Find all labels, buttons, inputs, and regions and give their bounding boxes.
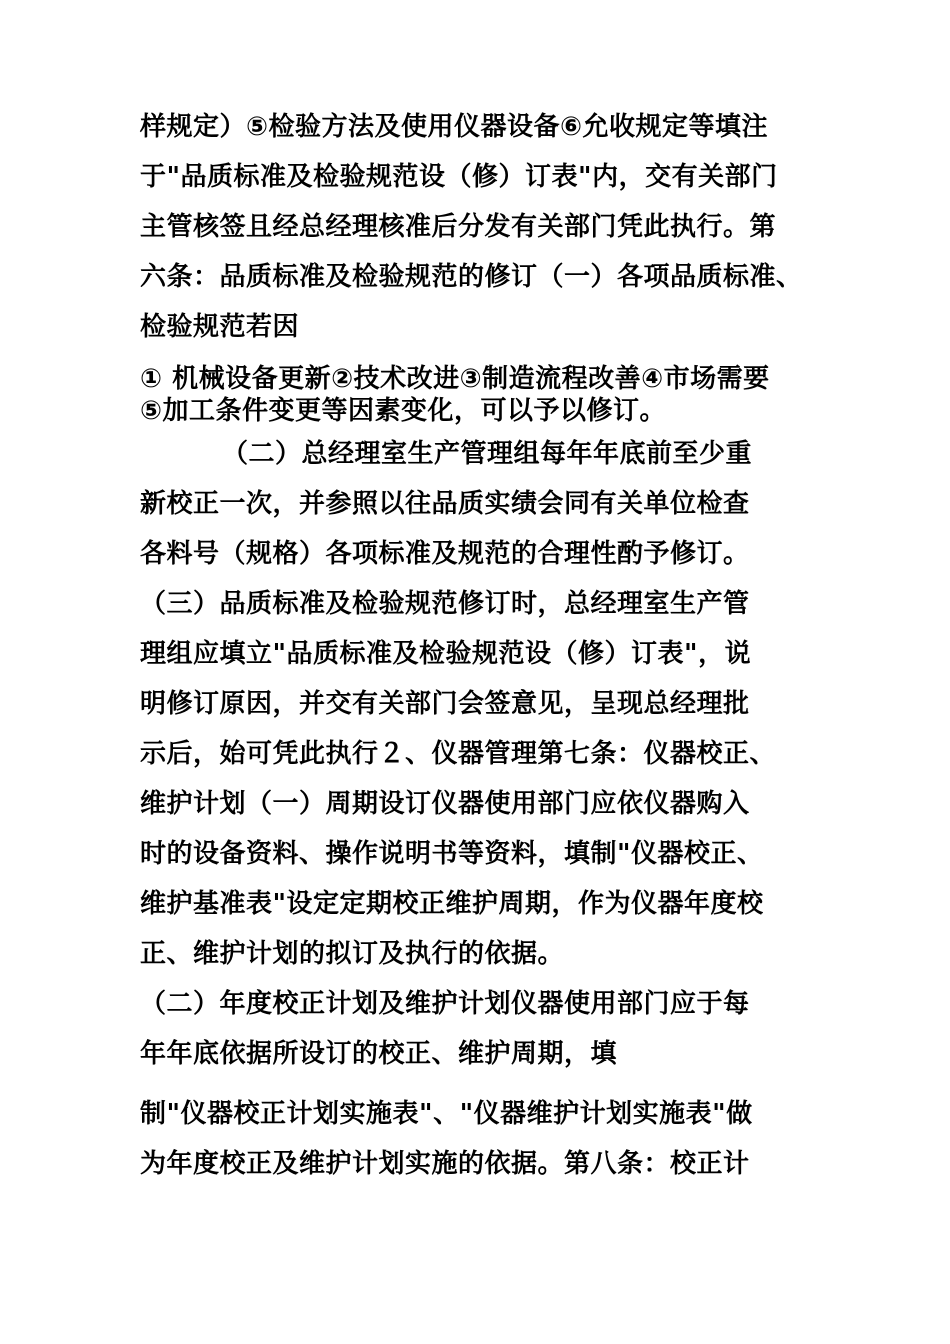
- text-line: 主管核签且经总经理核准后分发有关部门凭此执行。第: [140, 212, 777, 242]
- text-line: 为年度校正及维护计划实施的依据。第八条：校正计: [140, 1149, 750, 1179]
- text-line: 六条：品质标准及检验规范的修订（一）各项品质标准、: [140, 262, 803, 292]
- text-line: 各料号（规格）各项标准及规范的合理性酌予修订。: [140, 539, 750, 569]
- text-line: 时的设备资料、操作说明书等资料，填制"仪器校正、: [140, 839, 764, 869]
- text-line: 正、维护计划的拟订及执行的依据。: [140, 939, 565, 969]
- text-line: ① 机械设备更新②技术改进③制造流程改善④市场需要: [140, 364, 770, 394]
- text-line: 示后，始可凭此执行２、仪器管理第七条：仪器校正、: [140, 739, 777, 769]
- text-line: 维护基准表"设定定期校正维护周期，作为仪器年度校: [140, 889, 764, 919]
- text-line: 样规定）⑤检验方法及使用仪器设备⑥允收规定等填注: [140, 112, 769, 142]
- text-line: 明修订原因，并交有关部门会签意见，呈现总经理批: [140, 689, 750, 719]
- text-line: 于"品质标准及检验规范设（修）订表"内，交有关部门: [140, 162, 778, 192]
- text-line: （二）年度校正计划及维护计划仪器使用部门应于每: [140, 989, 750, 1019]
- text-line: 理组应填立"品质标准及检验规范设（修）订表"，说: [140, 639, 752, 669]
- text-line: 年年底依据所设订的校正、维护周期，填: [140, 1039, 618, 1069]
- text-line: 维护计划（一）周期设订仪器使用部门应依仪器购入: [140, 789, 750, 819]
- text-line: ⑤加工条件变更等因素变化，可以予以修订。: [140, 396, 667, 426]
- text-line: 制"仪器校正计划实施表"、"仪器维护计划实施表"做: [140, 1099, 753, 1129]
- text-line-indented: （二）总经理室生产管理组每年年底前至少重: [222, 439, 753, 469]
- text-line: 新校正一次，并参照以往品质实绩会同有关单位检查: [140, 489, 750, 519]
- text-line: （三）品质标准及检验规范修订时，总经理室生产管: [140, 589, 750, 619]
- text-line: 检验规范若因: [140, 312, 300, 342]
